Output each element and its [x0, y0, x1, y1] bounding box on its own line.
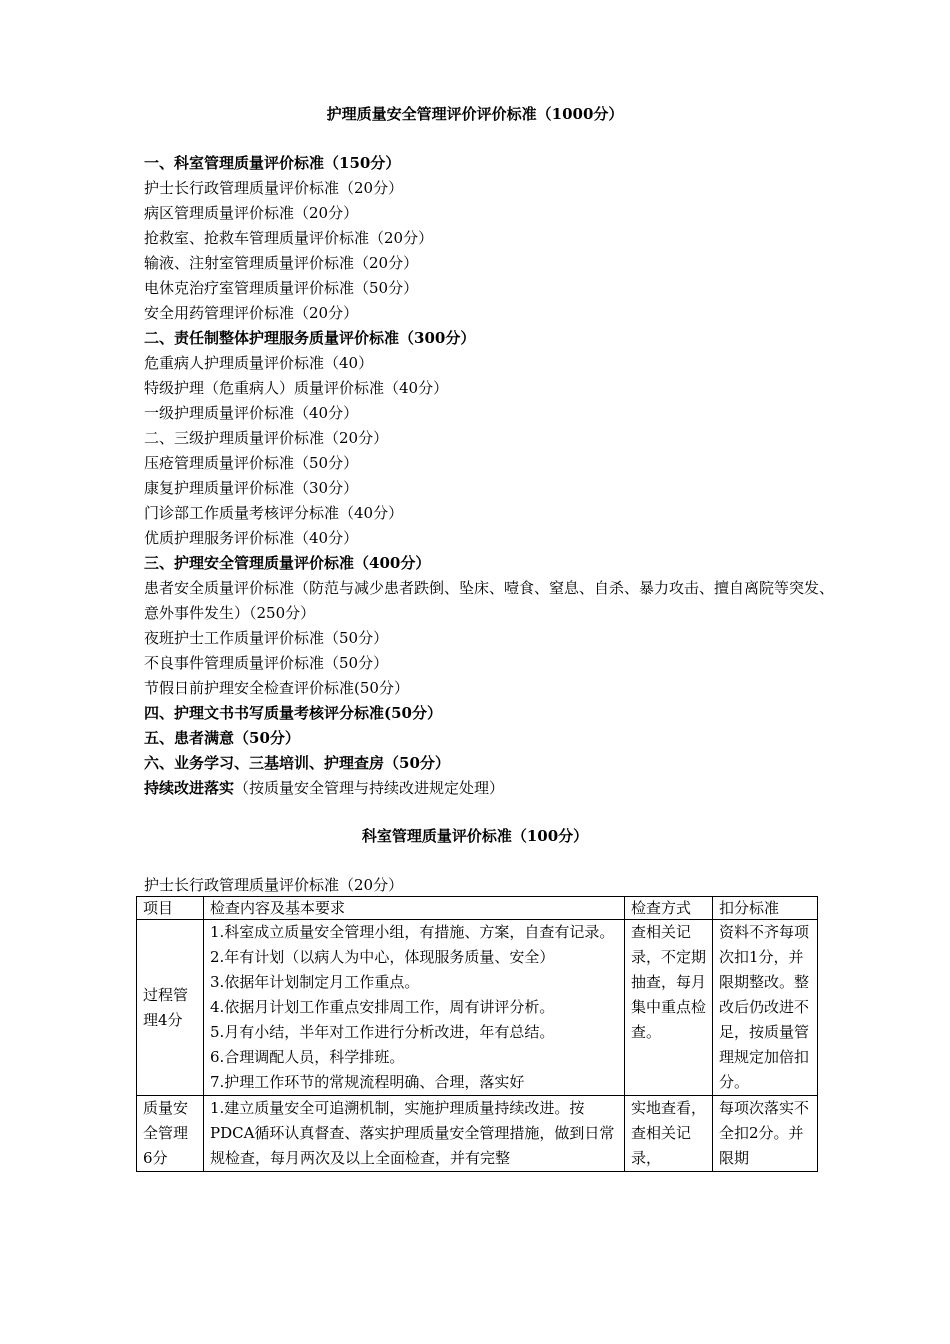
- row-deduction: 每项次落实不全扣2分。并限期: [713, 1096, 818, 1172]
- outline-item: 一级护理质量评价标准（40分）: [144, 404, 359, 422]
- outline-item: 优质护理服务评价标准（40分）: [144, 529, 359, 547]
- outline-item: 不良事件管理质量评价标准（50分）: [144, 654, 389, 672]
- outline-heading: 六、业务学习、三基培训、护理查房（50分）: [144, 754, 450, 772]
- header-item: 项目: [137, 897, 204, 920]
- outline-item: 患者安全质量评价标准（防范与减少患者跌倒、坠床、噎食、窒息、自杀、暴力攻击、擅自离院等突发、意外事件发生）（250分）: [144, 579, 835, 622]
- outline-item: 抢救室、抢救车管理质量评价标准（20分）: [144, 229, 434, 247]
- outline-heading: 五、患者满意（50分）: [144, 729, 300, 747]
- outline-item: 病区管理质量评价标准（20分）: [144, 204, 359, 222]
- table-caption: 护士长行政管理质量评价标准（20分）: [144, 876, 404, 894]
- evaluation-table: [136, 896, 818, 1172]
- requirement-line: 4.依据月计划工作重点安排周工作，周有讲评分析。: [210, 998, 555, 1016]
- table-row: [137, 920, 818, 1096]
- row-deduction: 资料不齐每项次扣1分，并限期整改。整改后仍改进不足，按质量管理规定加倍扣分。: [713, 920, 818, 1096]
- outline-item: 二、三级护理质量评价标准（20分）: [144, 429, 389, 447]
- outline-item: 夜班护士工作质量评价标准（50分）: [144, 629, 389, 647]
- requirement-line: 7.护理工作环节的常规流程明确、合理，落实好: [210, 1073, 525, 1091]
- outline-heading: 四、护理文书书写质量考核评分标准(50分）: [144, 704, 442, 722]
- requirement-line: 3.依据年计划制定月工作重点。: [210, 973, 420, 991]
- outline-item: 电休克治疗室管理质量评价标准（50分）: [144, 279, 419, 297]
- requirement-line: 6.合理调配人员，科学排班。: [210, 1048, 405, 1066]
- outline-item: 危重病人护理质量评价标准（40）: [144, 354, 374, 372]
- section-title: 科室管理质量评价标准（100分）: [361, 827, 589, 845]
- row-item: 质量安全管理6分: [137, 1096, 204, 1172]
- row-method: 实地查看，查相关记录，: [625, 1096, 713, 1172]
- outline-heading: 一、科室管理质量评价标准（150分）: [144, 154, 401, 172]
- standards-outline: [144, 151, 834, 801]
- row-requirements: [204, 920, 625, 1096]
- document-title: 护理质量安全管理评价评价标准（1000分）: [326, 105, 624, 123]
- outline-heading: 二、责任制整体护理服务质量评价标准（300分）: [144, 329, 476, 347]
- outline-item: 节假日前护理安全检查评价标准(50分）: [144, 679, 409, 697]
- row-method: 查相关记录，不定期抽查，每月集中重点检查。: [625, 920, 713, 1096]
- row-requirements: [204, 1096, 625, 1172]
- improvement-line: [144, 776, 834, 801]
- requirement-line: 2.年有计划（以病人为中心，体现服务质量、安全）: [210, 948, 555, 966]
- outline-item: 输液、注射室管理质量评价标准（20分）: [144, 254, 419, 272]
- outline-item: 特级护理（危重病人）质量评价标准（40分）: [144, 379, 449, 397]
- requirement-line: 1.科室成立质量安全管理小组，有措施、方案，自查有记录。: [210, 923, 615, 941]
- table-header-row: [137, 897, 818, 920]
- header-requirements: 检查内容及基本要求: [204, 897, 625, 920]
- row-item: 过程管理4分: [137, 920, 204, 1096]
- requirement-line: 1.建立质量安全可追溯机制，实施护理质量持续改进。按PDCA循环认真督查、落实护理质量安全管理措施，做到日常规检查，每月两次及以上全面检查，并有完整: [210, 1099, 615, 1167]
- header-method: 检查方式: [625, 897, 713, 920]
- outline-item: 压疮管理质量评价标准（50分）: [144, 454, 359, 472]
- outline-item: 门诊部工作质量考核评分标准（40分）: [144, 504, 404, 522]
- outline-item: 康复护理质量评价标准（30分）: [144, 479, 359, 497]
- improvement-label: 持续改进落实: [144, 779, 235, 797]
- improvement-note: （按质量安全管理与持续改进规定处理）: [234, 779, 505, 797]
- table-row: [137, 1096, 818, 1172]
- outline-item: 护士长行政管理质量评价标准（20分）: [144, 179, 404, 197]
- requirement-line: 5.月有小结，半年对工作进行分析改进，年有总结。: [210, 1023, 555, 1041]
- outline-item: 安全用药管理评价标准（20分）: [144, 304, 359, 322]
- outline-heading: 三、护理安全管理质量评价标准（400分）: [144, 554, 431, 572]
- header-deduction: 扣分标准: [713, 897, 818, 920]
